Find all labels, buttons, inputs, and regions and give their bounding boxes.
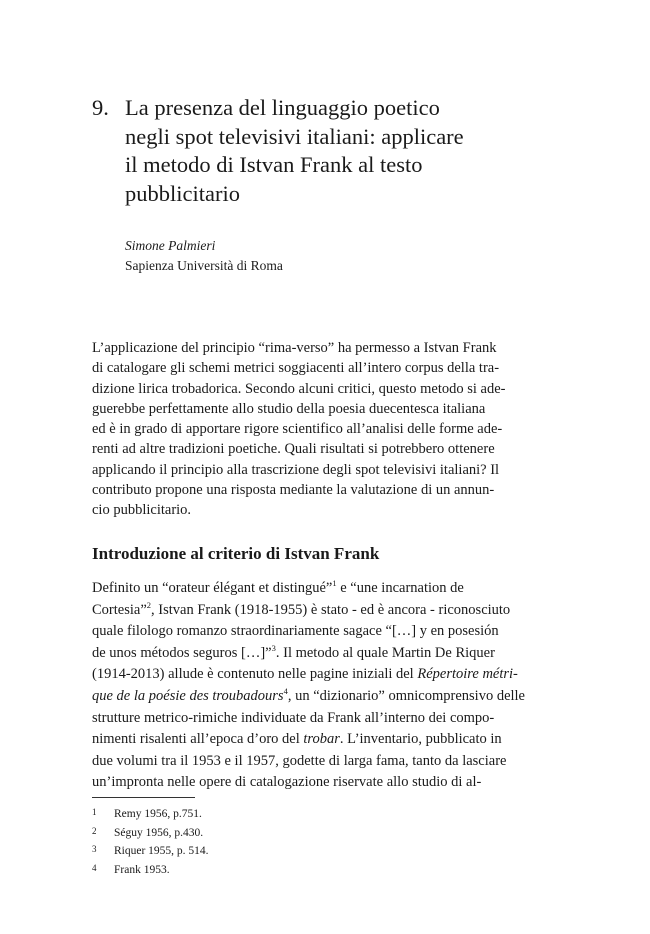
abstract [92, 338, 538, 521]
section-heading: Introduzione al criterio di Istvan Frank [92, 544, 380, 563]
body-text-run: (1914-2013) allude è contenuto nelle pagine iniziali del [92, 666, 418, 683]
chapter-title-line: pubblicitario [125, 180, 240, 206]
abstract-line: di catalogare gli schemi metrici soggiacenti all’intero corpus della tra- [92, 360, 500, 377]
chapter-number: 9. [92, 95, 109, 120]
footnotes [92, 807, 209, 881]
body-text-run: nimenti risalenti all’epoca d’oro del [92, 731, 304, 748]
footnote-text: Riquer 1955, p. 514. [114, 845, 209, 857]
footnote-number: 1 [92, 807, 97, 817]
footnote-text: Remy 1956, p.751. [114, 808, 202, 820]
chapter-title-line: La presenza del linguaggio poetico [125, 95, 440, 120]
work-title: que de la poésie des troubadours [92, 687, 284, 704]
footnote-text: Frank 1953. [114, 863, 170, 876]
abstract-line: contributo propone una risposta mediante la valutazione di un annun- [92, 482, 495, 499]
body-text-run: e “une incarnation de [336, 580, 464, 596]
body-text-run: . Il metodo al quale Martin De Riquer [275, 644, 495, 661]
body-line [92, 729, 538, 751]
work-title: Répertoire métri- [417, 666, 518, 683]
abstract-line: L’applicazione del principio “rima-verso” ha permesso a Istvan Frank [92, 340, 497, 356]
footnote-number: 3 [92, 844, 97, 854]
chapter-title-line: negli spot televisivi italiani: applicare [125, 123, 464, 149]
body-line [92, 664, 538, 686]
footnote-divider [92, 797, 195, 798]
chapter-title-line: il metodo di Istvan Frank al testo [125, 152, 423, 177]
abstract-line: renti ad altre tradizioni poetiche. Quali risultati si potrebbero ottenere [92, 441, 495, 458]
body-line [92, 643, 538, 665]
body-line: strutture metrico-rimiche individuate da Frank all’interno dei compo- [92, 709, 495, 726]
body-text-run: , un “dizionario” omnicomprensivo delle [287, 687, 525, 704]
abstract-line: guerebbe perfettamente allo studio della poesia duecentesca italiana [92, 400, 486, 417]
body-line: due volumi tra il 1953 e il 1957, godette di larga fama, tanto da lasciare [92, 752, 507, 769]
abstract-line: dizione lirica trobadorica. Secondo alcuni critici, questo metodo si ade- [92, 380, 506, 397]
footnote-ref[interactable]: 4 [283, 686, 288, 697]
body-line [92, 686, 538, 708]
body-text-run: Definito un “orateur élégant et distingué” [92, 580, 333, 596]
author-affiliation: Sapienza Università di Roma [125, 258, 283, 273]
body-text-run: . L’inventario, pubblicato in [339, 731, 502, 748]
footnote-ref[interactable]: 2 [146, 599, 152, 610]
footnote-number: 4 [92, 862, 97, 873]
body-text-run: de unos métodos seguros […]” [92, 644, 272, 661]
body-line [92, 578, 538, 600]
author-name: Simone Palmieri [125, 238, 216, 253]
footnote [92, 826, 209, 845]
body-text [92, 578, 538, 794]
footnote-text: Séguy 1956, p.430. [114, 826, 204, 839]
body-text-run: , Istvan Frank (1918-1955) è stato - ed è ancora - riconosciuto [151, 601, 511, 618]
footnote-ref[interactable]: 1 [332, 578, 337, 589]
body-line [92, 600, 538, 622]
body-line: quale filologo romanzo straordinariamente sagace “[…] y en posesión [92, 623, 499, 640]
emphasis-term: trobar [303, 731, 340, 748]
footnote [92, 844, 209, 863]
abstract-line: applicando il principio alla trascrizione degli spot televisivi italiani? Il [92, 461, 500, 478]
footnote-number: 2 [92, 825, 97, 836]
footnote [92, 863, 209, 882]
body-text-run: Cortesia” [92, 601, 147, 618]
footnote-ref[interactable]: 3 [271, 642, 276, 653]
chapter-title [125, 94, 565, 208]
abstract-line: cio pubblicitario. [92, 502, 192, 519]
footnote [92, 807, 209, 826]
body-line: un’impronta nelle opere di catalogazione riservate allo studio di al- [92, 774, 482, 791]
abstract-line: ed è in grado di apportare rigore scientifico all’analisi delle forme ade- [92, 421, 503, 438]
